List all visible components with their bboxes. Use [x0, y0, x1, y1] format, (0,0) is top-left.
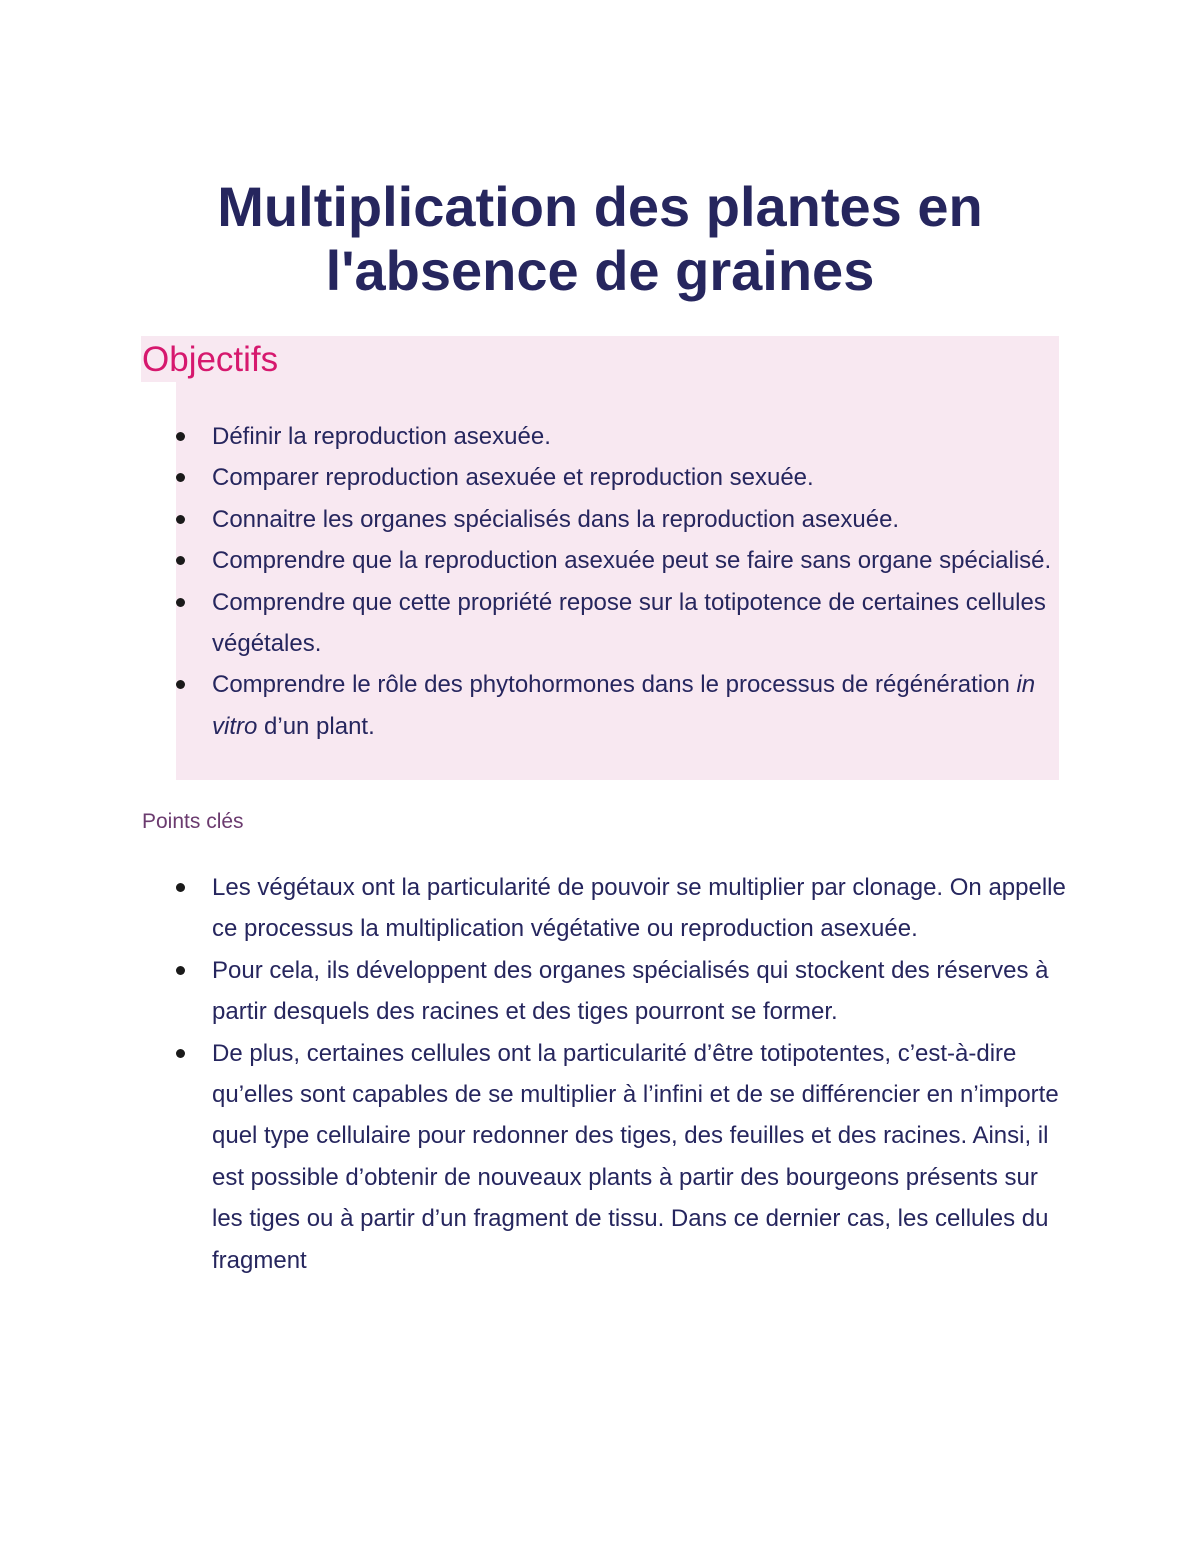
bullet-icon — [176, 1049, 185, 1058]
objective-text: Connaitre les organes spécialisés dans la reproduction asexuée. — [212, 505, 900, 533]
objective-text: Définir la reproduction asexuée. — [212, 423, 551, 450]
bullet-icon — [176, 473, 185, 482]
objective-text-after: d’un plant. — [257, 712, 375, 740]
bullet-icon — [176, 966, 185, 975]
list-item — [172, 664, 1052, 747]
objective-text-italic: in vitro — [212, 671, 1036, 740]
bullet-icon — [176, 556, 185, 565]
list-item — [172, 416, 1052, 457]
list-item — [172, 499, 1052, 540]
objectives-heading: Objectifs — [142, 340, 279, 379]
key-points-list — [172, 867, 1072, 1281]
objective-text: Comparer reproduction asexuée et reproduction sexuée. — [212, 464, 814, 492]
bullet-icon — [176, 883, 185, 892]
page-title: Multiplication des plantes en l'absence de graines — [217, 175, 983, 302]
objective-text: Comprendre que cette propriété repose sur la totipotence de certaines cellules végétales. — [212, 588, 1046, 658]
key-points-heading: Points clés — [142, 810, 244, 833]
list-item — [172, 582, 1052, 665]
key-point-text: De plus, certaines cellules ont la particularité d’être totipotentes, c’est-à-dire qu’elles sont capables de se multiplier à l’infini et de se différencier en n’importe quel type cellulaire pour redonner des tiges, des feuilles et des racines. Ainsi, il est possible d’obtenir de nouveaux plants à partir des bourgeons présents sur les tiges ou à partir d’un fragment de tissu. Dans ce dernier cas, les cellules du fragment — [212, 1039, 1059, 1274]
bullet-icon — [176, 432, 185, 441]
bullet-icon — [176, 598, 185, 607]
list-item — [172, 540, 1052, 581]
key-point-text: Pour cela, ils développent des organes spécialisés qui stockent des réserves à partir desquels des racines et des tiges pourront se former. — [212, 956, 1049, 1026]
objective-text: Comprendre que la reproduction asexuée peut se faire sans organe spécialisé. — [212, 547, 1052, 575]
bullet-icon — [176, 515, 185, 524]
list-item — [172, 1033, 1072, 1281]
list-item — [172, 950, 1072, 1033]
list-item — [172, 457, 1052, 498]
objective-text-before: Comprendre le rôle des phytohormones dans le processus de régénération — [212, 671, 1017, 699]
key-point-text: Les végétaux ont la particularité de pouvoir se multiplier par clonage. On appelle ce processus la multiplication végétative ou reproduction asexuée. — [212, 874, 1066, 943]
list-item — [172, 867, 1072, 950]
bullet-icon — [176, 680, 185, 689]
objectives-list — [172, 416, 1052, 747]
